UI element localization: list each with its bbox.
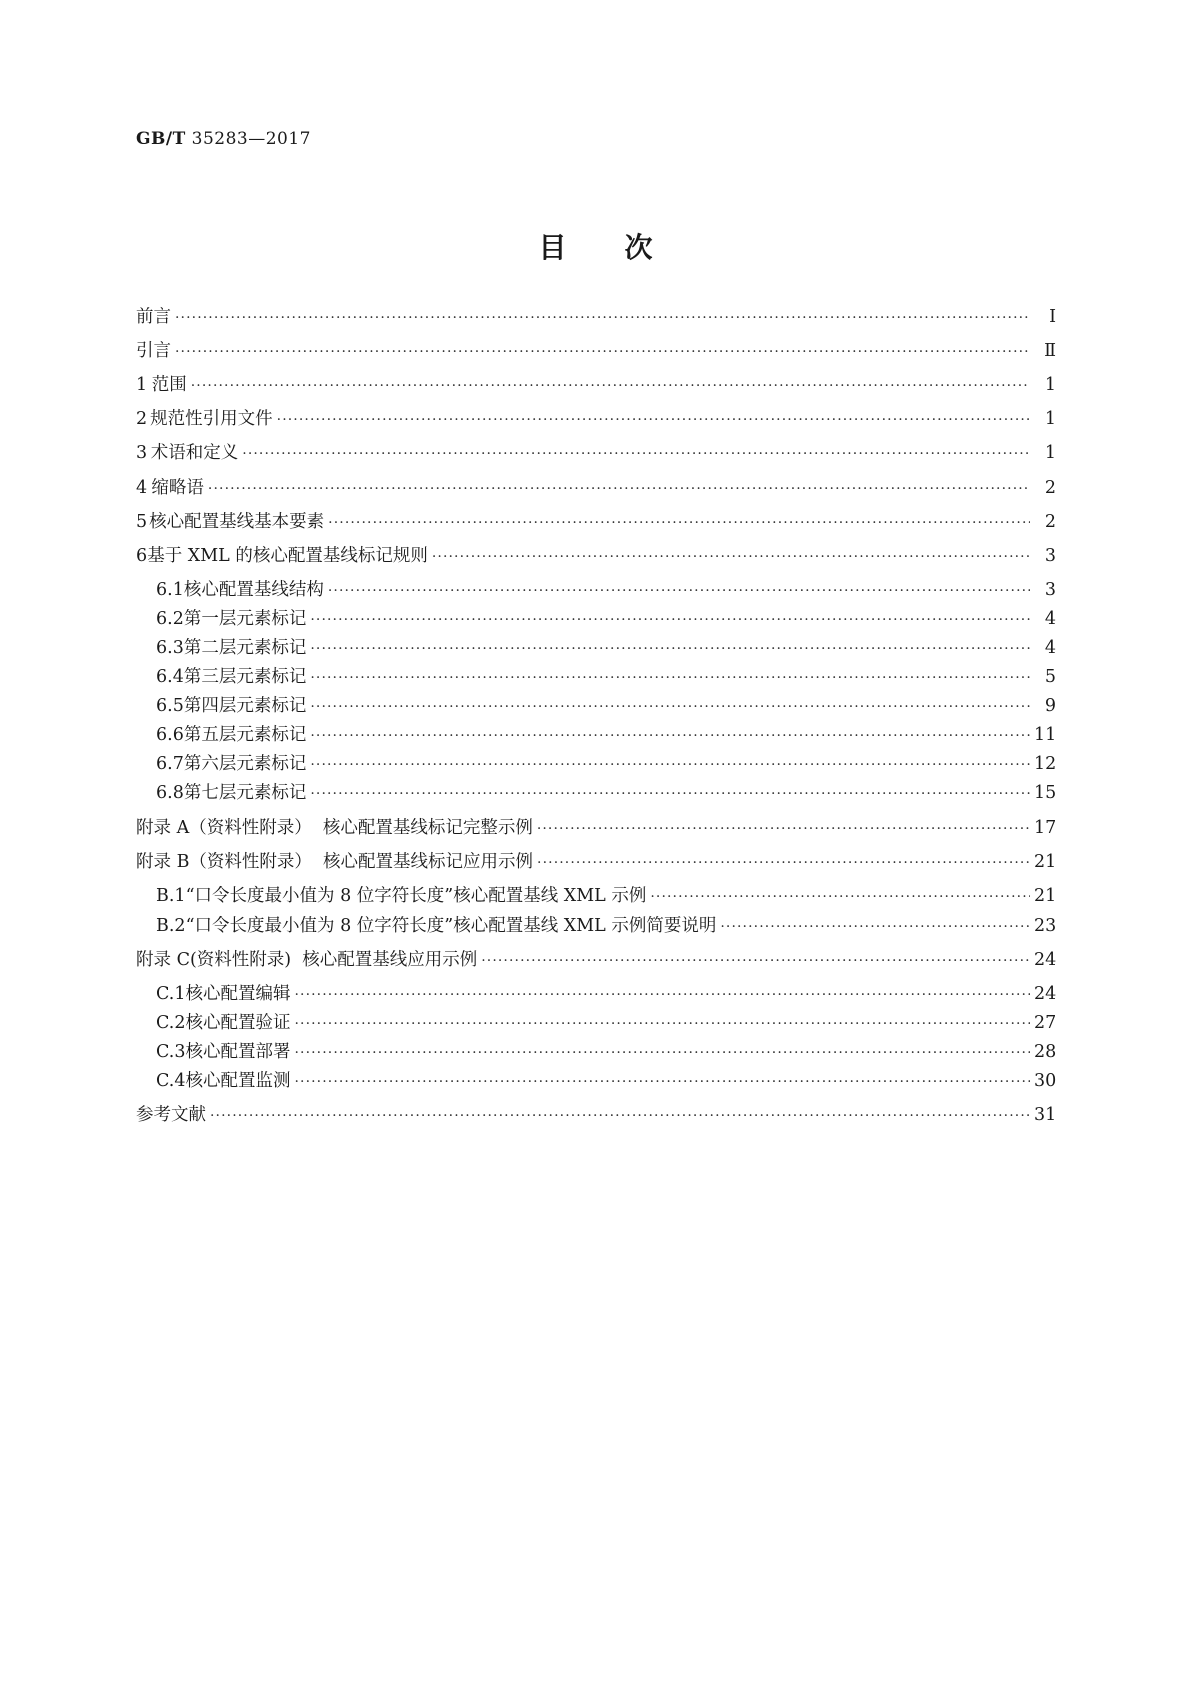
- toc-entry[interactable]: [136, 1102, 1056, 1128]
- toc-leader-dots: [175, 339, 1030, 365]
- toc-entry-number: 3: [136, 443, 148, 463]
- toc-leader-dots: [310, 723, 1030, 749]
- toc-entry-page: 1: [1044, 375, 1056, 395]
- toc-entry[interactable]: [136, 509, 1056, 535]
- toc-entry-number: C.2: [156, 1013, 186, 1033]
- toc-entry-page: 3: [1044, 580, 1056, 600]
- toc-entry[interactable]: [136, 475, 1056, 501]
- toc-entry-title: 核心配置基线基本要素: [149, 512, 325, 532]
- toc-entry-title: 范围: [151, 375, 187, 395]
- toc-leader-dots: [537, 850, 1030, 876]
- toc-entry[interactable]: [136, 338, 1056, 364]
- toc-entry[interactable]: [156, 981, 1056, 1007]
- toc-entry-title: 第七层元素标记: [183, 783, 307, 803]
- toc-entry-number: 6.8: [156, 783, 184, 803]
- toc-entry-number: 6.2: [156, 609, 184, 629]
- toc-entry-title: “口令长度最小值为 8 位字符长度”核心配置基线 XML 示例简要说明: [185, 916, 717, 936]
- toc-entry-page: 4: [1044, 609, 1056, 629]
- toc-entry-page: 28: [1034, 1042, 1057, 1062]
- toc-entry-page: 12: [1034, 754, 1057, 774]
- toc-entry-number: 4: [136, 478, 148, 498]
- toc-entry[interactable]: [136, 947, 1056, 973]
- toc-entry-page: Ⅰ: [1049, 307, 1056, 327]
- toc-leader-dots: [294, 982, 1030, 1008]
- toc-entry-number: 5: [136, 512, 148, 532]
- toc-entry[interactable]: [156, 693, 1056, 719]
- toc-entry-number: C.1: [156, 984, 186, 1004]
- toc-entry-title: 缩略语: [151, 478, 204, 498]
- toc-leader-dots: [294, 1069, 1030, 1095]
- toc-leader-dots: [294, 1011, 1030, 1037]
- toc-entry-number: B.1: [156, 886, 186, 906]
- toc-entry-page: 21: [1034, 852, 1057, 872]
- toc-leader-dots: [310, 781, 1030, 807]
- toc-entry-number: 6: [136, 546, 148, 566]
- toc-leader-dots: [175, 305, 1030, 331]
- toc-entry-title: 核心配置编辑: [185, 984, 291, 1004]
- toc-leader-dots: [242, 441, 1030, 467]
- standard-prefix: GB/T: [136, 129, 186, 149]
- toc-entry-page: 17: [1034, 818, 1057, 838]
- toc-entry-page: 1: [1044, 409, 1056, 429]
- toc-entry[interactable]: [136, 406, 1056, 432]
- toc-entry-page: 31: [1034, 1105, 1057, 1125]
- toc-entry[interactable]: [136, 372, 1056, 398]
- toc-entry[interactable]: [156, 1068, 1056, 1094]
- toc-leader-dots: [650, 884, 1030, 910]
- toc-leader-dots: [310, 694, 1030, 720]
- toc-leader-dots: [720, 914, 1030, 940]
- toc-entry[interactable]: [136, 849, 1056, 875]
- toc-leader-dots: [191, 373, 1030, 399]
- toc-entry[interactable]: [156, 780, 1056, 806]
- toc-entry-page: 2: [1044, 478, 1056, 498]
- toc-entry-page: 21: [1034, 886, 1057, 906]
- toc-entry-number: 6.1: [156, 580, 184, 600]
- toc-entry[interactable]: [156, 722, 1056, 748]
- toc-entry-title: 核心配置验证: [185, 1013, 291, 1033]
- toc-entry-title: 基于 XML 的核心配置基线标记规则: [147, 546, 428, 566]
- toc-entry-number: C.4: [156, 1071, 186, 1091]
- toc-leader-dots: [328, 578, 1030, 604]
- toc-entry-title: 第二层元素标记: [183, 638, 307, 658]
- toc-entry-page: 9: [1044, 696, 1056, 716]
- toc-entry-number: B.2: [156, 916, 186, 936]
- toc-leader-dots: [328, 510, 1030, 536]
- toc-entry-page: 27: [1034, 1013, 1057, 1033]
- toc-entry-title: 第五层元素标记: [183, 725, 307, 745]
- toc-entry-title: 附录 C(资料性附录) 核心配置基线应用示例: [136, 950, 478, 970]
- toc-entry-number: 6.6: [156, 725, 184, 745]
- toc-leader-dots: [432, 544, 1030, 570]
- toc-leader-dots: [310, 665, 1030, 691]
- toc-entry-title: 附录 B（资料性附录） 核心配置基线标记应用示例: [136, 852, 534, 872]
- toc-leader-dots: [294, 1040, 1030, 1066]
- toc-entry-title: 第四层元素标记: [183, 696, 307, 716]
- toc-entry-number: 1: [136, 375, 148, 395]
- toc-entry-title: 第三层元素标记: [183, 667, 307, 687]
- toc-entry-page: 15: [1034, 783, 1057, 803]
- toc-entry-title: 规范性引用文件: [150, 409, 273, 429]
- toc-leader-dots: [481, 948, 1030, 974]
- toc-entry[interactable]: [156, 635, 1056, 661]
- toc-entry[interactable]: [156, 577, 1056, 603]
- toc-entry-page: 24: [1034, 984, 1057, 1004]
- toc-entry[interactable]: [136, 304, 1056, 330]
- toc-entry[interactable]: [156, 751, 1056, 777]
- toc-leader-dots: [208, 476, 1030, 502]
- toc-entry-page: 23: [1034, 916, 1057, 936]
- toc-entry-title: 第一层元素标记: [183, 609, 307, 629]
- toc-leader-dots: [277, 407, 1030, 433]
- toc-entry[interactable]: [156, 606, 1056, 632]
- toc-entry-number: 6.3: [156, 638, 184, 658]
- toc-entry-title: 核心配置部署: [185, 1042, 291, 1062]
- toc-entry-title: 引言: [136, 341, 171, 361]
- toc-entry-page: 3: [1044, 546, 1056, 566]
- standard-number: 35283—2017: [185, 129, 311, 149]
- toc-entry[interactable]: [136, 815, 1056, 841]
- toc-entry-title: 第六层元素标记: [183, 754, 307, 774]
- toc-entry-page: 11: [1034, 725, 1057, 745]
- toc-entry-page: 30: [1034, 1071, 1057, 1091]
- toc-entry-page: 5: [1044, 667, 1056, 687]
- toc-entry-page: 24: [1034, 950, 1057, 970]
- toc-leader-dots: [310, 607, 1030, 633]
- toc-entry[interactable]: [136, 440, 1056, 466]
- toc-leader-dots: [310, 636, 1030, 662]
- toc-entry[interactable]: [156, 1010, 1056, 1036]
- toc-entry-page: 2: [1044, 512, 1056, 532]
- toc-entry-title: 核心配置基线结构: [183, 580, 324, 600]
- page-title: 目次: [538, 231, 711, 264]
- toc-entry-title: “口令长度最小值为 8 位字符长度”核心配置基线 XML 示例: [185, 886, 647, 906]
- toc-entry-title: 参考文献: [136, 1105, 206, 1125]
- toc-entry[interactable]: [156, 1039, 1056, 1065]
- toc-entry[interactable]: [156, 883, 1056, 909]
- toc-leader-dots: [210, 1103, 1030, 1129]
- toc-entry-page: 4: [1044, 638, 1056, 658]
- toc-entry-number: 6.4: [156, 667, 184, 687]
- toc-entry-title: 附录 A（资料性附录） 核心配置基线标记完整示例: [136, 818, 533, 838]
- toc-entry-number: 6.7: [156, 754, 184, 774]
- toc-leader-dots: [310, 752, 1030, 778]
- toc-entry-number: 6.5: [156, 696, 184, 716]
- toc-entry-title: 核心配置监测: [185, 1071, 291, 1091]
- toc-entry[interactable]: [156, 913, 1056, 939]
- toc-entry-number: 2: [136, 409, 148, 429]
- toc-entry-page: 1: [1044, 443, 1056, 463]
- toc-entry-number: C.3: [156, 1042, 186, 1062]
- toc-entry[interactable]: [136, 543, 1056, 569]
- toc-entry-page: Ⅱ: [1044, 341, 1056, 361]
- toc-leader-dots: [537, 816, 1030, 842]
- toc-entry[interactable]: [156, 664, 1056, 690]
- toc-entry-title: 前言: [136, 307, 171, 327]
- toc-entry-title: 术语和定义: [150, 443, 239, 463]
